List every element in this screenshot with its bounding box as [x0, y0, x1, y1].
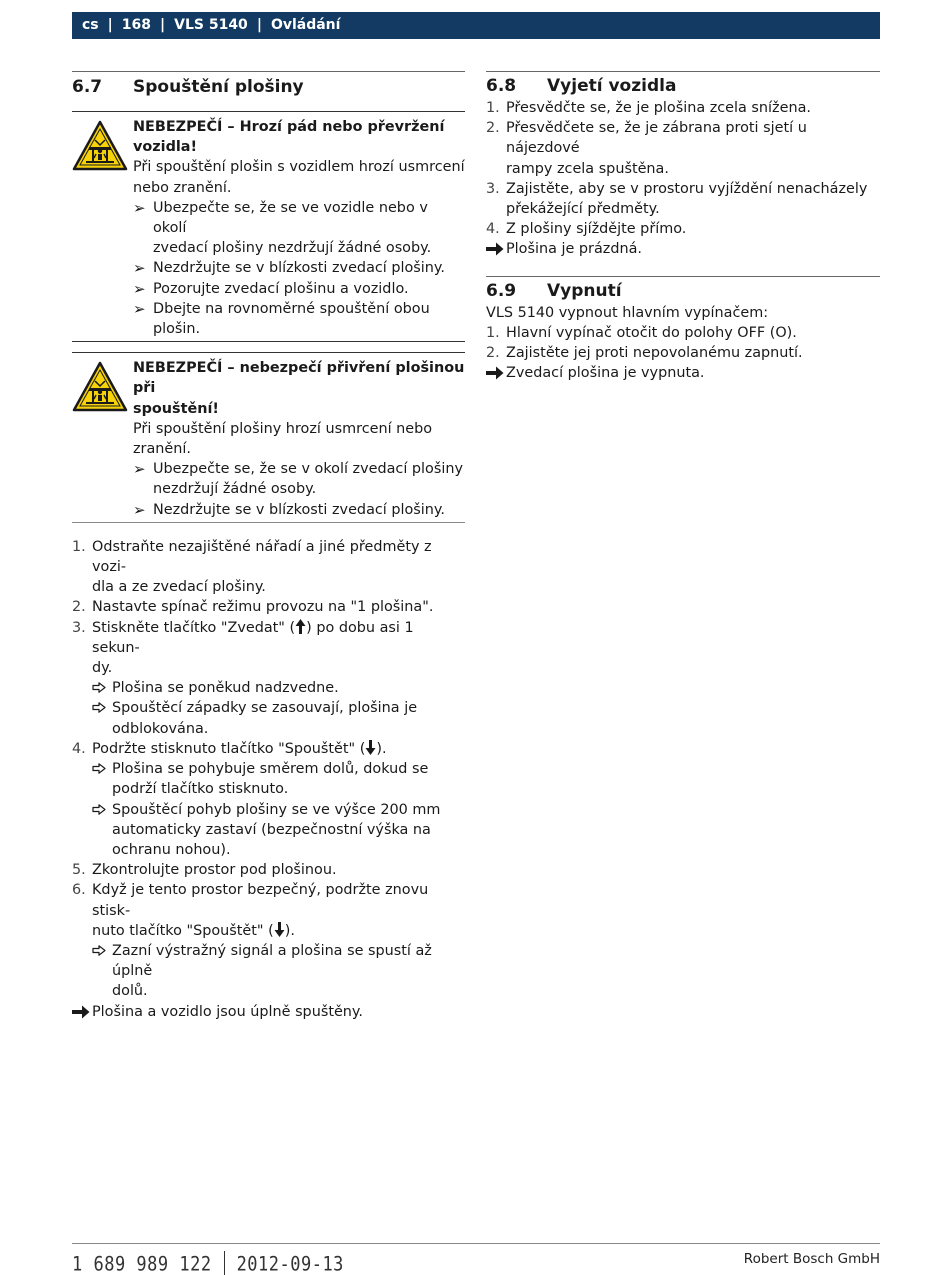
bold-right-arrow-icon: [486, 366, 504, 380]
section-number: 6.7: [72, 77, 103, 97]
page-header: cs | 168 | VLS 5140 | Ovládání: [72, 12, 880, 39]
step-item: 2. Přesvědčete se, že je zábrana proti sjetí u nájezdové rampy zcela spuštěna.: [486, 120, 807, 177]
result-arrow-icon: [92, 682, 106, 693]
header-chapter: Ovládání: [270, 17, 341, 33]
warning-instruction: ➢ Nezdržujte se v blízkosti zvedací plošiny.: [133, 500, 445, 519]
warning-text: Při spouštění plošiny hrozí usmrcení nebo zranění.: [133, 420, 433, 458]
arrow-down-icon: [274, 922, 285, 937]
section-heading-6-8: [486, 72, 880, 98]
result-arrow-icon: [92, 945, 106, 956]
crush-hazard-warning-icon: [72, 361, 128, 413]
warning-instruction: ➢ Dbejte na rovnoměrné spouštění obou plošin.: [133, 299, 465, 339]
warning-instruction: ➢ Ubezpečte se, že se v okolí zvedací plošiny nezdržují žádné osoby.: [133, 459, 465, 499]
section-title: Spouštění plošiny: [133, 77, 304, 97]
header-lang: cs: [82, 17, 99, 33]
footer-document-info: [72, 1251, 344, 1275]
warning-instruction: ➢ Nezdržujte se v blízkosti zvedací plošiny.: [133, 259, 445, 278]
step-result: Spouštěcí pohyb plošiny se ve výšce 200 mm automaticky zastaví (bezpečnostní výška na ochranu nohou).: [72, 800, 465, 861]
step-item: 6. Když je tento prostor bezpečný, podržte znovu stisk- nuto tlačítko "Spouštět" ( ).: [72, 882, 429, 939]
footer-company: Robert Bosch GmbH: [743, 1251, 880, 1267]
warning-text: Při spouštění plošin s vozidlem hrozí usmrcení nebo zranění.: [133, 159, 465, 196]
footer-date: 2012-09-13: [236, 1253, 344, 1275]
step-item: 2. Zajistěte jej proti nepovolanému zapnutí.: [486, 345, 803, 362]
procedure-steps: [72, 537, 465, 1022]
result-arrow-icon: [92, 804, 106, 815]
step-result: Plošina se poněkud nadzvedne.: [72, 678, 465, 698]
warning-title: NEBEZPEČÍ – nebezpečí přivření plošinou při spouštění!: [133, 360, 465, 417]
result-arrow-icon: [92, 702, 106, 713]
section-number: 6.8: [486, 76, 517, 96]
arrowhead-bullet-icon: ➢: [133, 460, 146, 479]
section-number: 6.9: [486, 280, 517, 301]
crush-hazard-warning-icon: [72, 120, 128, 172]
step-item: 4. Z plošiny sjíždějte přímo.: [486, 221, 687, 238]
warning-title: NEBEZPEČÍ – Hrozí pád nebo převržení vozidla!: [133, 119, 445, 156]
footer-document-number: 1 689 989 122: [72, 1253, 212, 1275]
section-title: Vyjetí vozidla: [547, 76, 677, 96]
step-result: Plošina se pohybuje směrem dolů, dokud se podrží tlačítko stisknuto.: [72, 759, 465, 799]
step-item: 4. Podržte stisknuto tlačítko "Spouštět" ( ).: [72, 740, 387, 757]
result-arrow-icon: [92, 763, 106, 774]
right-column: [486, 71, 880, 383]
arrow-down-icon: [365, 740, 376, 755]
header-product: VLS 5140: [174, 17, 248, 33]
header-page-number: 168: [121, 17, 151, 33]
warning-instruction: ➢ Pozorujte zvedací plošinu a vozidlo.: [133, 279, 409, 298]
arrowhead-bullet-icon: ➢: [133, 299, 146, 318]
final-result: Plošina je prázdná.: [486, 239, 880, 259]
step-item: 3. Stiskněte tlačítko "Zvedat" ( ) po dobu asi 1 sekun- dy.: [72, 619, 414, 677]
warning-box-crush: [72, 352, 465, 523]
final-result: Zvedací plošina je vypnuta.: [486, 363, 880, 383]
arrowhead-bullet-icon: ➢: [133, 198, 146, 217]
left-column: [72, 71, 465, 1022]
section-heading-6-9: [486, 277, 880, 303]
arrow-up-icon: [295, 619, 306, 634]
bold-right-arrow-icon: [486, 242, 504, 256]
step-item: 3. Zajistěte, aby se v prostoru vyjíždění nenacházely překážející předměty.: [486, 180, 868, 218]
step-item: 5. Zkontrolujte prostor pod plošinou.: [72, 862, 337, 879]
step-result: Zazní výstražný signál a plošina se spustí až úplně dolů.: [72, 941, 465, 1002]
final-result: Plošina a vozidlo jsou úplně spuštěny.: [72, 1002, 465, 1022]
step-result: Spouštěcí západky se zasouvají, plošina je odblokována.: [72, 698, 465, 738]
section-heading-6-7: [72, 72, 465, 111]
step-item: 1. Přesvědčte se, že je plošina zcela snížena.: [486, 100, 811, 116]
arrowhead-bullet-icon: ➢: [133, 279, 146, 298]
arrowhead-bullet-icon: ➢: [133, 259, 146, 278]
footer-rule: [72, 1243, 880, 1244]
section-intro: VLS 5140 vypnout hlavním vypínačem:: [486, 304, 769, 321]
step-item: 2. Nastavte spínač režimu provozu na "1 plošina".: [72, 599, 434, 616]
warning-instruction: ➢ Ubezpečte se, že se ve vozidle nebo v okolí zvedací plošiny nezdržují žádné osoby.: [133, 198, 465, 259]
warning-box-fall: [72, 111, 465, 342]
bold-right-arrow-icon: [72, 1005, 90, 1019]
step-item: 1. Hlavní vypínač otočit do polohy OFF (O).: [486, 324, 797, 341]
arrowhead-bullet-icon: ➢: [133, 500, 146, 519]
step-item: 1. Odstraňte nezajištěné nářadí a jiné předměty z vozi- dla a ze zvedací plošiny.: [72, 538, 432, 596]
section-title: Vypnutí: [547, 280, 622, 301]
